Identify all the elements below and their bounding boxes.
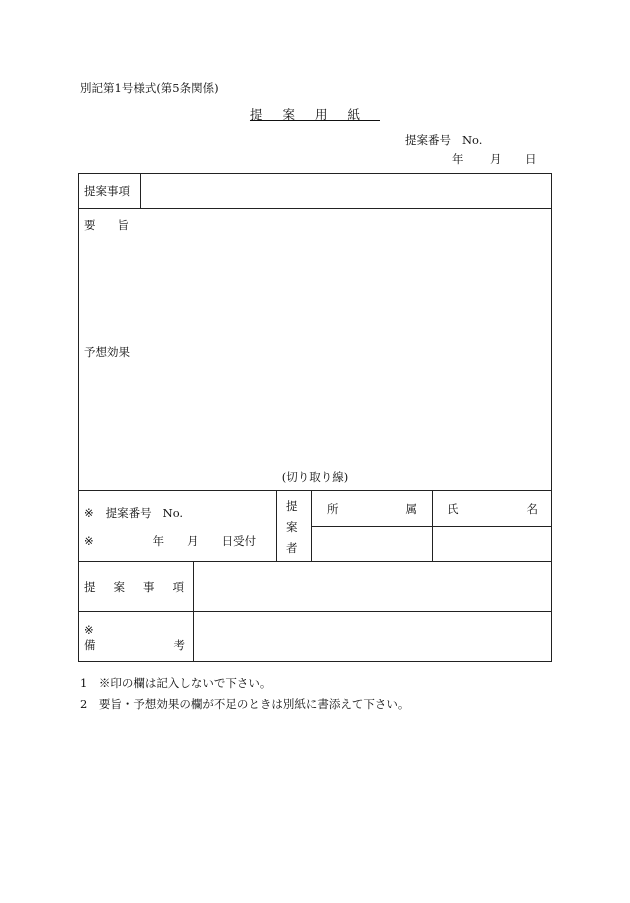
office-proposal-number: ※ 提案番号 No. [84, 506, 184, 520]
note-item: 2 要旨・予想効果の欄が不足のときは別紙に書添えて下さい。 [80, 697, 410, 711]
affiliation-label: 所 属 [327, 502, 417, 516]
proposal-number: 提案番号 No. [405, 133, 483, 147]
note-item: 1 ※印の欄は記入しないで下さい。 [80, 676, 272, 690]
lower-item-label: 提 案 事 項 [84, 580, 184, 594]
expected-effect-label: 予想効果 [84, 345, 130, 359]
form-header: 別記第1号様式(第5条関係) [80, 81, 219, 95]
remarks-label: ※ 備 考 [84, 623, 185, 652]
proposer-label: 提 案 者 [286, 499, 298, 555]
cut-line-label: (切り取り線) [281, 470, 349, 484]
summary-label: 要 旨 [84, 218, 129, 232]
notes [80, 673, 409, 715]
received-date: ※ 年 月 日受付 [84, 534, 257, 548]
item-input-area[interactable] [140, 174, 550, 207]
item-label: 提案事項 [84, 184, 130, 198]
remarks-input[interactable] [194, 612, 550, 660]
page-title: 提案用紙 [249, 107, 380, 122]
lower-item-input[interactable] [194, 562, 550, 610]
date-line: 年 月 日 [452, 152, 537, 166]
summary-input-area[interactable] [79, 232, 550, 462]
name-input[interactable] [433, 527, 550, 560]
name-label: 氏 名 [447, 502, 538, 516]
affiliation-input[interactable] [312, 527, 431, 560]
